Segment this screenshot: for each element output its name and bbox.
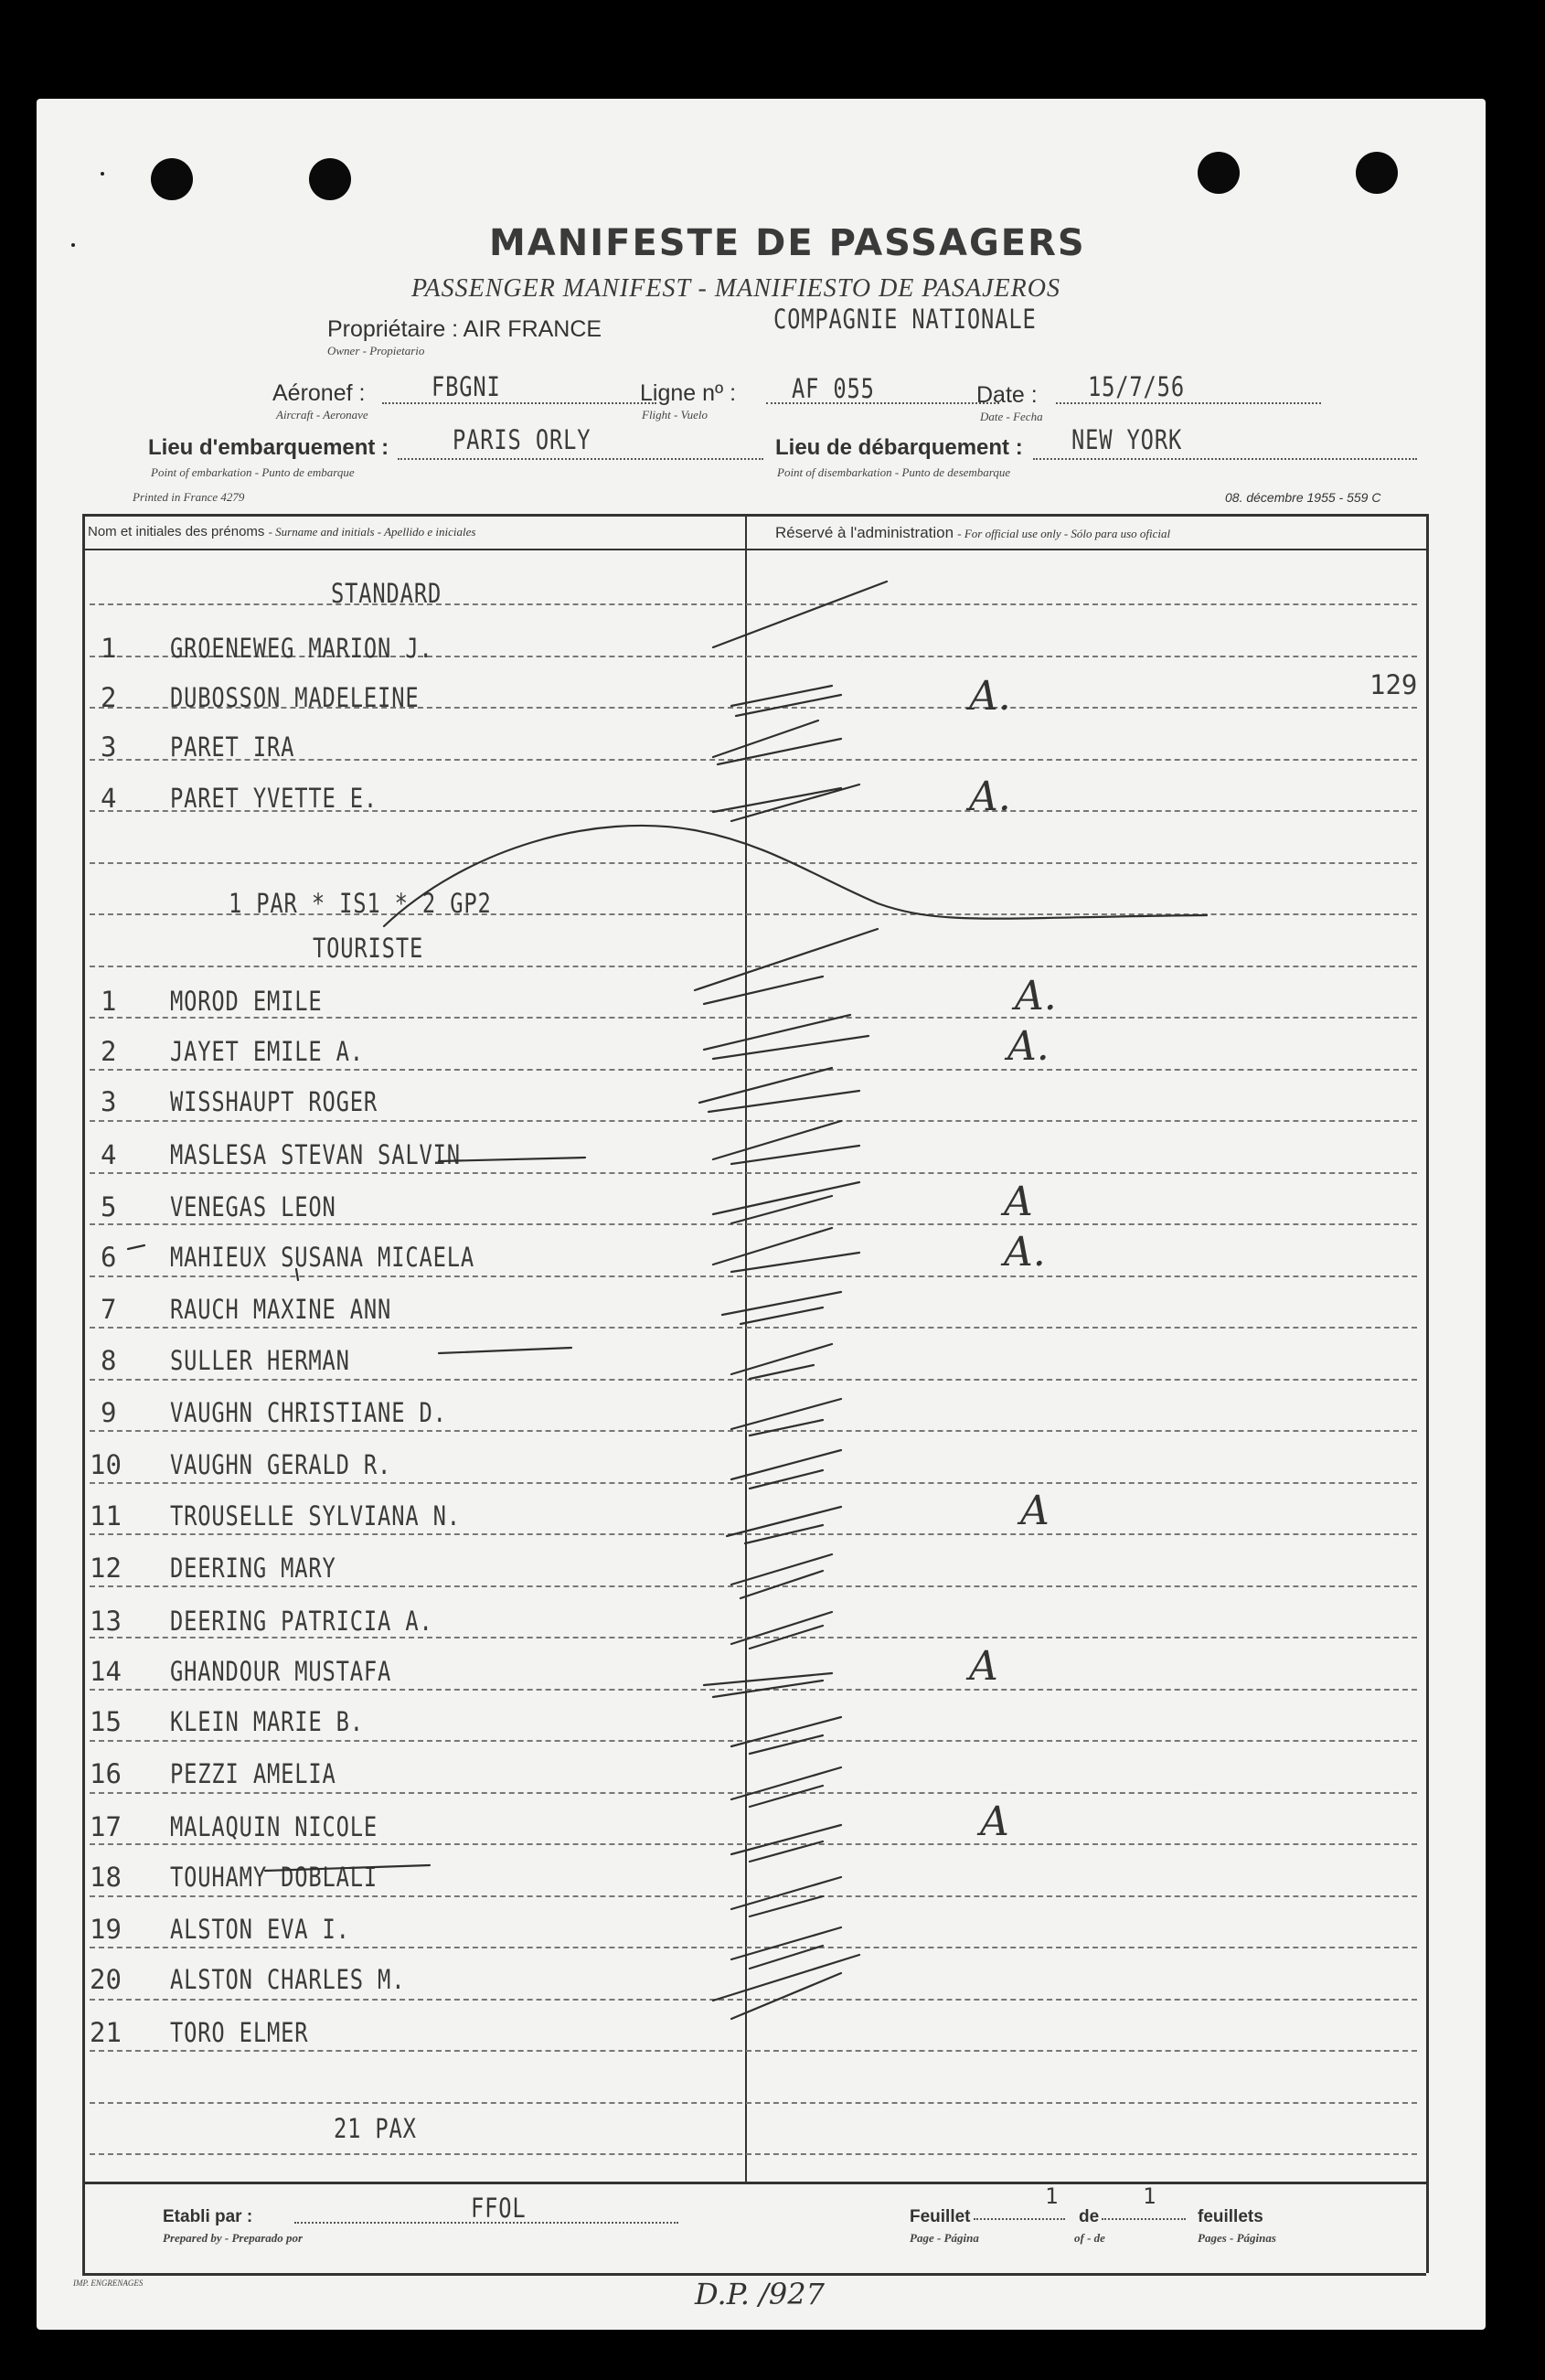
admin-mark: A. xyxy=(1015,973,1057,1019)
row-number: 8 xyxy=(101,1345,117,1376)
row-number: 4 xyxy=(101,783,117,814)
aircraft-sublabel: Aircraft - Aeronave xyxy=(276,408,368,422)
prepared-line xyxy=(294,2222,678,2224)
aircraft-label: Aéronef : xyxy=(272,380,366,406)
row-number: 7 xyxy=(101,1294,117,1325)
flight-label: Ligne nº : xyxy=(640,380,737,406)
row-number: 17 xyxy=(90,1811,122,1842)
imprint-note: IMP. ENGRENAGES xyxy=(73,2279,144,2288)
admin-mark: A. xyxy=(969,673,1011,720)
check-stroke xyxy=(704,1673,832,1697)
passenger-name: GROENEWEG MARION J. xyxy=(170,633,433,664)
row-number: 9 xyxy=(101,1397,117,1428)
of-label: de xyxy=(1079,2207,1100,2226)
date-label: Date : xyxy=(976,382,1038,408)
total-pax: 21 PAX xyxy=(334,2113,417,2144)
passenger-name: PARET YVETTE E. xyxy=(170,783,378,814)
check-stroke xyxy=(704,1015,868,1059)
row-number: 3 xyxy=(101,731,117,763)
sheet-sublabel: Page - Página xyxy=(910,2231,979,2245)
row-number: 3 xyxy=(101,1086,117,1117)
strike-amelia xyxy=(265,1865,430,1871)
row-tick xyxy=(296,1269,298,1280)
check-stroke xyxy=(731,1877,841,1916)
prepared-sublabel: Prepared by - Preparado por xyxy=(163,2231,304,2245)
row-number: 12 xyxy=(90,1553,122,1584)
passenger-name: PARET IRA xyxy=(170,731,295,763)
row-number: 14 xyxy=(90,1656,122,1687)
check-stroke xyxy=(727,1507,841,1543)
passenger-name: TROUSELLE SYLVIANA N. xyxy=(170,1500,461,1532)
check-stroke xyxy=(713,1955,859,2019)
passenger-name: TORO ELMER xyxy=(170,2017,309,2048)
check-stroke xyxy=(731,1554,832,1598)
passenger-name: GHANDOUR MUSTAFA xyxy=(170,1656,392,1687)
passenger-name: WISSHAUPT ROGER xyxy=(170,1086,378,1117)
check-stroke xyxy=(731,1825,841,1862)
check-stroke xyxy=(713,784,859,821)
row-tick xyxy=(128,1245,144,1249)
passenger-name: PEZZI AMELIA xyxy=(170,1758,336,1789)
check-stroke xyxy=(731,1450,841,1489)
standard-summary: 1 PAR * IS1 * 2 GP2 xyxy=(229,888,492,919)
standard-heading: STANDARD xyxy=(331,578,442,609)
check-stroke xyxy=(713,1228,859,1272)
check-stroke xyxy=(731,1717,841,1754)
row-number: 18 xyxy=(90,1862,122,1893)
row-number: 5 xyxy=(101,1191,117,1222)
handwritten-marks xyxy=(37,99,1486,2330)
row-number: 6 xyxy=(101,1242,117,1273)
passenger-name: KLEIN MARIE B. xyxy=(170,1706,364,1737)
row-number: 1 xyxy=(101,986,117,1017)
passenger-name: VENEGAS LEON xyxy=(170,1191,336,1222)
row-number: 20 xyxy=(90,1964,122,1995)
passenger-name: JAYET EMILE A. xyxy=(170,1036,364,1067)
curve-stroke xyxy=(384,826,1207,926)
row-number: 15 xyxy=(90,1706,122,1737)
admin-mark: A xyxy=(1020,1488,1050,1534)
embark-sublabel: Point of embarkation - Punto de embarque xyxy=(151,465,355,479)
passenger-name: VAUGHN CHRISTIANE D. xyxy=(170,1397,447,1428)
check-stroke xyxy=(731,1399,841,1435)
date-sublabel: Date - Fecha xyxy=(980,410,1043,423)
strike-salvin xyxy=(439,1158,585,1161)
company-value: COMPAGNIE NATIONALE xyxy=(773,304,1037,335)
flight-sublabel: Flight - Vuelo xyxy=(642,408,708,422)
passenger-name: DEERING PATRICIA A. xyxy=(170,1606,433,1637)
aircraft-value: FBGNI xyxy=(432,371,501,402)
embark-value: PARIS ORLY xyxy=(453,424,591,455)
printed-note: Printed in France 4279 xyxy=(133,490,245,504)
sheet-label: Feuillet xyxy=(910,2207,971,2226)
admin-header-en: - For official use only - Sólo para uso oficial xyxy=(957,527,1171,540)
check-stroke xyxy=(713,1121,859,1164)
owner-label: Propriétaire : AIR FRANCE xyxy=(327,316,602,342)
of-value: 1 xyxy=(1143,2183,1156,2209)
passenger-name: SULLER HERMAN xyxy=(170,1345,350,1376)
bottom-reference: D.P. /927 xyxy=(695,2277,825,2311)
passenger-name: MAHIEUX SUSANA MICAELA xyxy=(170,1242,475,1273)
disembark-value: NEW YORK xyxy=(1071,424,1183,455)
row-number: 1 xyxy=(101,633,117,664)
check-stroke xyxy=(731,1767,841,1807)
embark-label: Lieu d'embarquement : xyxy=(148,435,389,460)
check-stroke xyxy=(699,1068,859,1112)
check-stroke xyxy=(695,929,878,1004)
row-number: 2 xyxy=(101,682,117,713)
admin-mark: A. xyxy=(1004,1229,1046,1275)
page-subtitle: PASSENGER MANIFEST - MANIFIESTO DE PASAJEROS xyxy=(411,274,1060,303)
passenger-name: DUBOSSON MADELEINE xyxy=(170,682,420,713)
passenger-name: MASLESA STEVAN SALVIN xyxy=(170,1139,461,1170)
admin-mark: A. xyxy=(969,774,1011,820)
sheets-label: feuillets xyxy=(1198,2207,1263,2226)
manifest-sheet xyxy=(37,99,1486,2330)
row-number: 2 xyxy=(101,1036,117,1067)
sheet-value: 1 xyxy=(1045,2183,1059,2209)
passenger-name: MALAQUIN NICOLE xyxy=(170,1811,378,1842)
row-number: 16 xyxy=(90,1758,122,1789)
admin-mark: A xyxy=(969,1643,998,1690)
sheets-sublabel: Pages - Páginas xyxy=(1198,2231,1276,2245)
passenger-name: RAUCH MAXINE ANN xyxy=(170,1294,392,1325)
check-stroke xyxy=(713,1182,859,1223)
row-number: 4 xyxy=(101,1139,117,1170)
check-stroke xyxy=(722,1292,841,1324)
check-stroke xyxy=(713,720,841,764)
admin-mark: A xyxy=(1004,1179,1033,1225)
row-number: 13 xyxy=(90,1606,122,1637)
disembark-sublabel: Point of disembarkation - Punto de desembarque xyxy=(777,465,1011,479)
owner-sublabel: Owner - Propietario xyxy=(327,344,425,358)
check-stroke xyxy=(713,582,887,647)
names-header-fr: Nom et initiales des prénoms xyxy=(88,524,265,539)
row-number: 10 xyxy=(90,1449,122,1480)
passenger-name: ALSTON EVA I. xyxy=(170,1914,350,1945)
page-number: 129 xyxy=(1369,669,1418,700)
touriste-heading: TOURISTE xyxy=(313,933,424,964)
names-header-en: - Surname and initials - Apellido e iniciales xyxy=(268,525,476,539)
prepared-label: Etabli par : xyxy=(163,2207,253,2226)
passenger-name: ALSTON CHARLES M. xyxy=(170,1964,406,1995)
row-number: 19 xyxy=(90,1914,122,1945)
of-sublabel: of - de xyxy=(1074,2231,1105,2245)
check-stroke xyxy=(731,1344,832,1379)
row-number: 21 xyxy=(90,2017,122,2048)
page-title: MANIFESTE DE PASSAGERS xyxy=(489,222,1086,264)
check-stroke xyxy=(731,1612,832,1649)
check-stroke xyxy=(731,686,841,716)
check-stroke xyxy=(731,1927,841,1969)
strike-micaela xyxy=(439,1348,571,1353)
date-value: 15/7/56 xyxy=(1088,371,1185,402)
admin-mark: A xyxy=(980,1798,1009,1845)
passenger-name: VAUGHN GERALD R. xyxy=(170,1449,392,1480)
prepared-value: FFOL xyxy=(471,2193,527,2224)
admin-mark: A. xyxy=(1007,1023,1050,1070)
passenger-name: DEERING MARY xyxy=(170,1553,336,1584)
row-number: 11 xyxy=(90,1500,122,1532)
flight-value: AF 055 xyxy=(792,373,875,404)
sheet-line xyxy=(974,2218,1065,2220)
print-reference: 08. décembre 1955 - 559 C xyxy=(1225,490,1381,505)
passenger-name: MOROD EMILE xyxy=(170,986,323,1017)
of-line xyxy=(1102,2218,1186,2220)
admin-header-fr: Réservé à l'administration xyxy=(775,524,954,541)
disembark-label: Lieu de débarquement : xyxy=(775,435,1023,460)
passenger-name: TOUHAMY DOBLALI xyxy=(170,1862,378,1893)
